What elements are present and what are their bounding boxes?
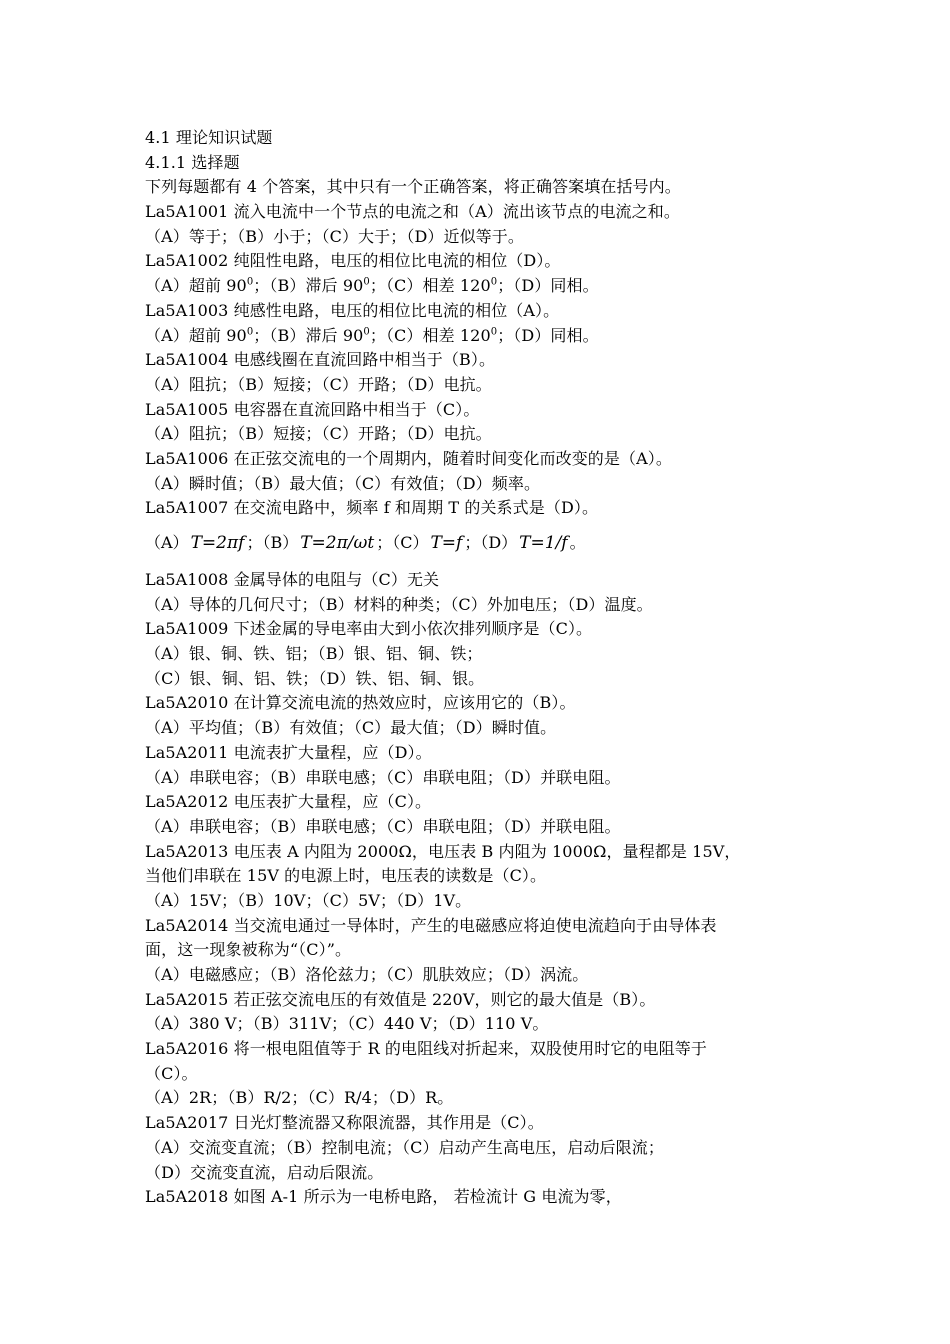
question-1002: La5A1002 纯阻性电路，电压的相位比电流的相位（D）。 (145, 251, 561, 271)
question-2012: La5A2012 电压表扩大量程，应（C）。 (145, 792, 432, 812)
option-label-b: ；（B） (246, 533, 299, 552)
end-mark: 。 (569, 533, 586, 552)
question-2018: La5A2018 如图 A-1 所示为一电桥电路， 若检流计 G 电流为零， (145, 1187, 622, 1207)
option-label-a: （A） (145, 533, 189, 552)
option-d: ；（D）同相。 (497, 325, 599, 345)
option-a: （A）超前 90 (145, 276, 247, 296)
question-2016-cont: （C）。 (145, 1063, 198, 1083)
options-2017: （A）交流变直流；（B）控制电流；（C）启动产生高电压，启动后限流； (145, 1137, 664, 1157)
question-2010: La5A2010 在计算交流电流的热效应时，应该用它的（B）。 (145, 693, 576, 713)
question-1009: La5A1009 下述金属的导电率由大到小依次排列顺序是（C）。 (145, 619, 593, 639)
formula-b: T=2π/ωt (300, 533, 375, 553)
option-label-d: ；（D） (464, 533, 518, 552)
options-1001: （A）等于；（B）小于；（C）大于；（D）近似等于。 (145, 226, 524, 246)
question-1008: La5A1008 金属导体的电阻与（C）无关 (145, 570, 440, 589)
options-1002 (145, 274, 825, 299)
question-2017: La5A2017 日光灯整流器又称限流器，其作用是（C）。 (145, 1113, 544, 1133)
question-2011: La5A2011 电流表扩大量程，应（D）。 (145, 742, 432, 762)
options-2017-cont: （D）交流变直流，启动后限流。 (145, 1162, 384, 1182)
option-b: ；（B）滞后 90 (253, 325, 364, 345)
options-2013: （A）15V；（B）10V；（C）5V；（D）1V。 (145, 890, 472, 910)
question-1001: La5A1001 流入电流中一个节点的电流之和（A）流出该节点的电流之和。 (145, 202, 680, 222)
question-2013: La5A2013 电压表 A 内阻为 2000Ω，电压表 B 内阻为 1000Ω，量程都是 15V， (145, 841, 741, 861)
options-1006: （A）瞬时值；（B）最大值；（C）有效值；（D）频率。 (145, 473, 541, 493)
question-2015: La5A2015 若正弦交流电压的有效值是 220V，则它的最大值是（B）。 (145, 989, 656, 1009)
options-1005: （A）阻抗；（B）短接；（C）开路；（D）电抗。 (145, 424, 492, 444)
instruction-text: 下列每题都有 4 个答案，其中只有一个正确答案，将正确答案填在括号内。 (145, 177, 681, 197)
option-c: ；（C）相差 120 (369, 325, 491, 345)
options-1003 (145, 324, 825, 349)
options-1004: （A）阻抗；（B）短接；（C）开路；（D）电抗。 (145, 374, 492, 394)
question-2014: La5A2014 当交流电通过一导体时，产生的电磁感应将迫使电流趋向于由导体表 (145, 915, 717, 935)
options-2011: （A）串联电容；（B）串联电感；（C）串联电阻；（D）并联电阻。 (145, 767, 621, 787)
option-d: ；（D）同相。 (497, 276, 599, 296)
question-2013-cont: 当他们串联在 15V 的电源上时，电压表的读数是（C）。 (145, 866, 547, 886)
degree-mark: 0 (490, 326, 498, 338)
question-2016: La5A2016 将一根电阻值等于 R 的电阻线对折起来，双股使用时它的电阻等于 (145, 1039, 707, 1059)
formula-d: T=1/f (519, 533, 568, 553)
formula-a: T=2πf (190, 533, 245, 553)
option-label-c: ；（C） (376, 533, 429, 552)
section-title: 4.1 理论知识试题 (145, 128, 273, 147)
options-1007 (145, 521, 825, 568)
formula-c: T=f (430, 533, 463, 553)
options-2016: （A）2R；（B）R/2；（C）R/4；（D）R。 (145, 1088, 454, 1108)
option-b: ；（B）滞后 90 (253, 276, 364, 296)
question-1007: La5A1007 在交流电路中，频率 f 和周期 T 的关系式是（D）。 (145, 498, 599, 518)
options-1009-cont: （C）银、铜、铝、铁；（D）铁、铝、铜、银。 (145, 668, 485, 688)
question-1003: La5A1003 纯感性电路，电压的相位比电流的相位（A）。 (145, 300, 560, 320)
options-2015: （A）380 V；（B）311V；（C）440 V；（D）110 V。 (145, 1014, 549, 1034)
options-1009: （A）银、铜、铁、铝；（B）银、铝、铜、铁； (145, 644, 483, 664)
degree-mark: 0 (246, 276, 254, 288)
option-a: （A）超前 90 (145, 325, 247, 345)
question-1005: La5A1005 电容器在直流回路中相当于（C）。 (145, 399, 480, 419)
document-page (145, 126, 825, 1210)
question-2014-cont: 面，这一现象被称为“（C）”。 (145, 940, 352, 960)
options-1008: （A）导体的几何尺寸；（B）材料的种类；（C）外加电压；（D）温度。 (145, 594, 653, 614)
degree-mark: 0 (246, 326, 254, 338)
question-1006: La5A1006 在正弦交流电的一个周期内，随着时间变化而改变的是（A）。 (145, 448, 672, 468)
degree-mark: 0 (363, 326, 370, 338)
option-c: ；（C）相差 120 (369, 276, 491, 296)
options-2010: （A）平均值；（B）有效值；（C）最大值；（D）瞬时值。 (145, 718, 557, 738)
options-2012: （A）串联电容；（B）串联电感；（C）串联电阻；（D）并联电阻。 (145, 816, 621, 836)
options-2014: （A）电磁感应；（B）洛伦兹力；（C）肌肤效应；（D）涡流。 (145, 965, 589, 984)
subsection-title: 4.1.1 选择题 (145, 152, 240, 172)
degree-mark: 0 (490, 276, 498, 288)
degree-mark: 0 (363, 276, 370, 288)
question-1004: La5A1004 电感线圈在直流回路中相当于（B）。 (145, 350, 496, 370)
